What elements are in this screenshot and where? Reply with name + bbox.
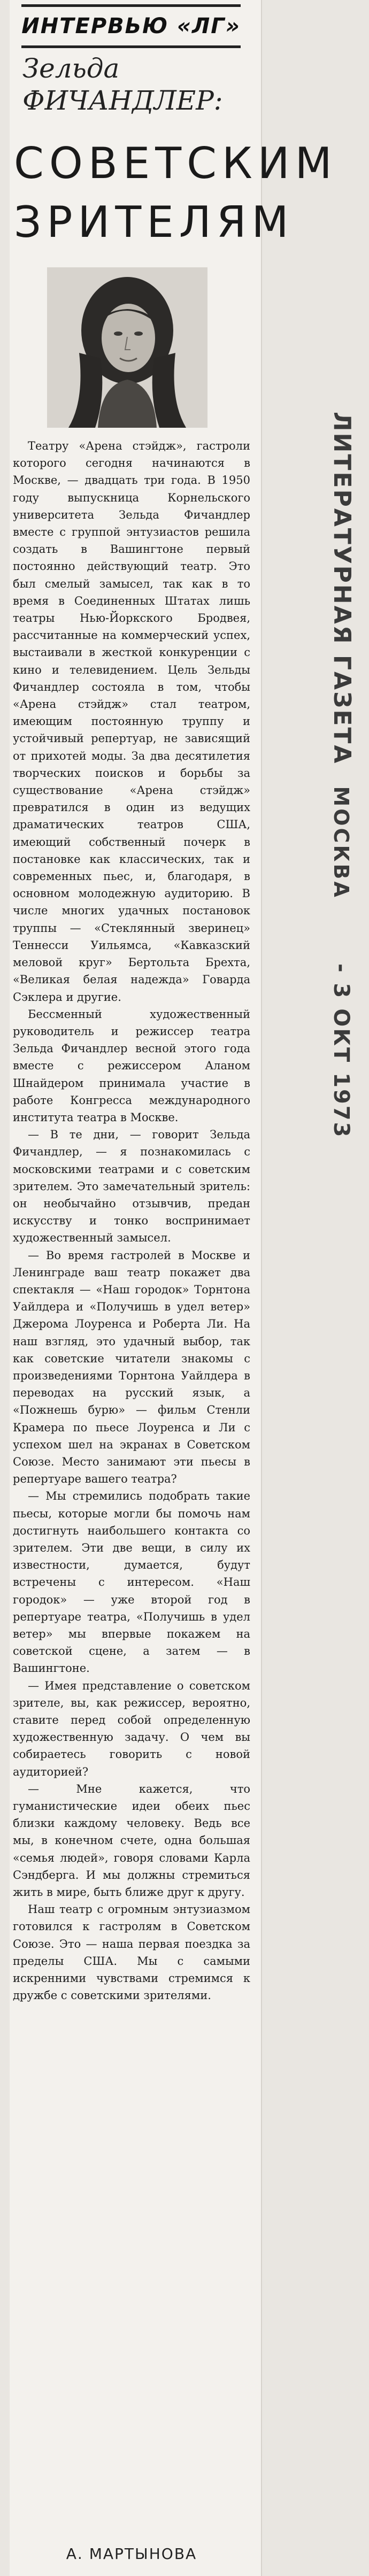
article-paragraph: Бессменный художественный руководитель и режиссер театра Зельда Фичандлер весной этого года вместе с режиссером Аланом Шнайдером принимала участие в работе Конгресса международного института театра в Москве.	[13, 1007, 250, 1124]
stamp-newspaper-name: ЛИТЕРАТУРНАЯ ГАЗЕТА	[328, 412, 356, 765]
date-stamp	[299, 412, 364, 1695]
article-paragraph: — Мне кажется, что гуманистические идеи обеих пьес близки каждому человеку. Ведь все мы, в конечном счете, одна большая «семья людей», говоря словами Карла Сэндберга. И мы должны стремиться жить в мире, быть ближе друг к другу.	[13, 1782, 250, 1899]
article-paragraph: — Во время гастролей в Москве и Ленинграде ваш театр покажет два спектакля — «Наш городок» Торнтона Уайлдера и «Получишь в удел ветер» Джерома Лоуренса и Роберта Ли. На наш взгляд, это удачный выбор, так как советские читатели знакомы с произведениями Торнтона Уайлдера в переводах на русский язык, а «Пожнешь бурю» — фильм Стенли Крамера по пьесе Лоуренса и Ли с успехом шел на экранах в Советском Союзе. Место занимают эти пьесы в репертуаре вашего театра?	[13, 1248, 250, 1486]
rubric-header: ИНТЕРВЬЮ «ЛГ»	[21, 4, 241, 48]
headline-line-2: ЗРИТЕЛЯМ	[14, 197, 294, 247]
headline-line-1: СОВЕТСКИМ	[14, 138, 337, 188]
portrait-illustration	[47, 267, 207, 428]
stamp-date: - 3 ОКТ 1973	[329, 963, 353, 1139]
portrait-photo	[47, 267, 207, 428]
author-first-name: Зельда	[22, 53, 120, 84]
author-last-name: ФИЧАНДЛЕР:	[22, 85, 223, 116]
article-paragraph: — В те дни, — говорит Зельда Фичандлер, — я познакомилась с московскими театрами и с советским зрителем. Это замечательный зритель: он необычайно отзывчив, предан искусству и тонко воспринимает художественный замысел.	[13, 1128, 250, 1245]
stamp-text	[328, 412, 356, 1138]
author-signature: А. МАРТЫНОВА	[66, 2545, 197, 2563]
article-paragraph: — Имея представление о советском зрителе, вы, как режиссер, вероятно, ставите перед собой определенную художественную задачу. О чем вы собираетесь говорить с новой аудиторией?	[13, 1679, 250, 1778]
article-paragraph: — Мы стремились подобрать такие пьесы, которые могли бы помочь нам достигнуть наибольшего контакта со зрителем. Эти две вещи, в силу их известности, думается, будут встречены с интересом. «Наш городок» — уже второй год в репертуаре театра, «Получишь в удел ветер» мы впервые покажем на советской сцене, а затем — в Вашингтоне.	[13, 1490, 250, 1675]
article-paragraph: Театру «Арена стэйдж», гастроли которого сегодня начинаются в Москве, — двадцать три года. В 1950 году выпускница Корнельского университета Зельда Фичандлер вместе с группой энтузиастов решила создать в Вашингтоне первый постоянно действующий театр. Это был смелый замысел, так как в то время в Соединенных Штатах лишь театры Нью-Йоркского Бродвея, рассчитанные на коммерческий успех, выстаивали в жесткой конкуренции с кино и телевидением. Цель Зельды Фичандлер состояла в том, чтобы «Арена стэйдж» стал театром, имеющим постоянную труппу и устойчивый репертуар, не зависящий от прихотей моды. За два десятилетия творческих поисков и борьбы за существование «Арена стэйдж» превратился в один из ведущих драматических театров США, имеющий собственный почерк в постановке как классических, так и современных пьес, и, благодаря, в основном молодежную аудиторию. В числе многих удачных постановок труппы — «Стеклянный зверинец» Теннесси Уильямса, «Кавказский меловой круг» Бертольта Брехта, «Великая белая надежда» Говарда Сэклера и другие.	[13, 439, 250, 1004]
stamp-city: МОСКВА	[329, 786, 353, 899]
article-paragraph: Наш театр с огромным энтузиазмом готовился к гастролям в Советском Союзе. Это — наша первая поездка за пределы США. Мы с самыми искренними чувствами стремимся к дружбе с советскими зрителями.	[13, 1903, 250, 2002]
article-body	[13, 437, 250, 2004]
